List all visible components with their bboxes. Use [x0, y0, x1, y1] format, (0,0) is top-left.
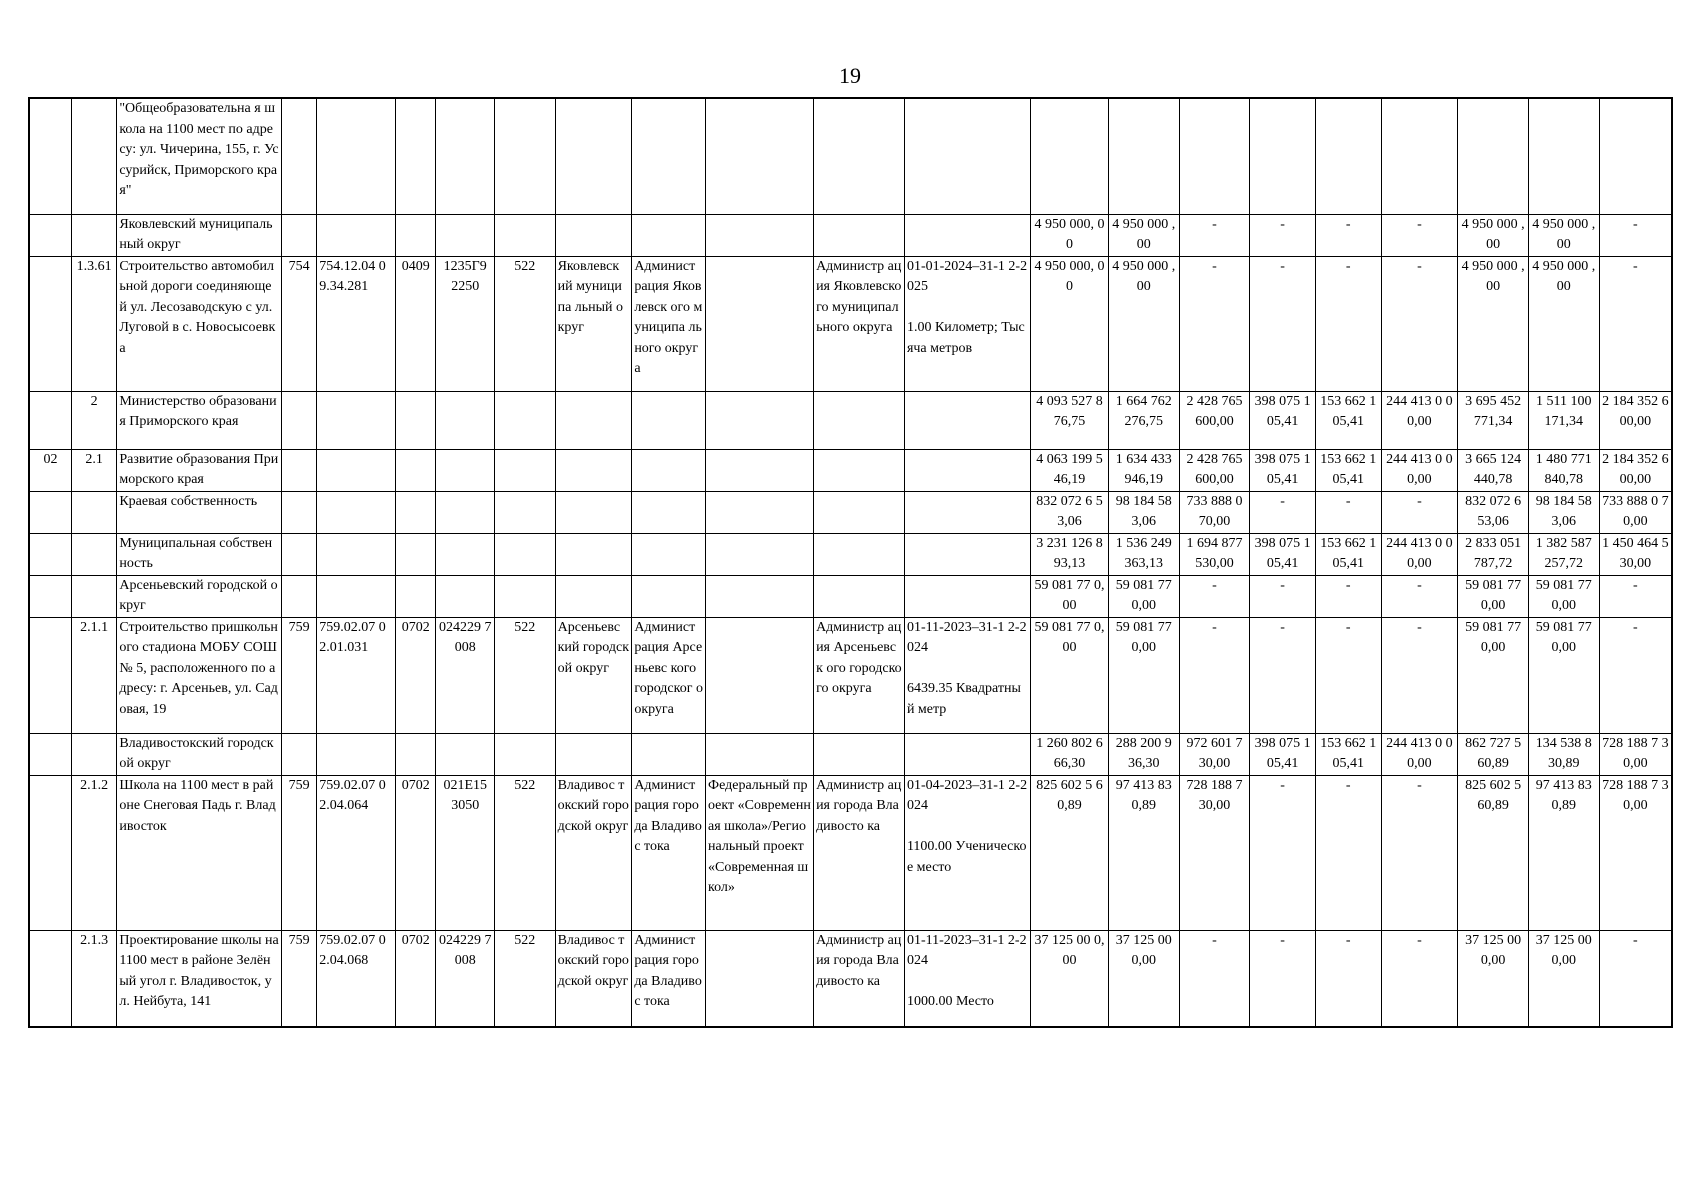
table-cell	[904, 449, 1030, 491]
table-cell	[436, 575, 495, 617]
table-cell: Админист рация Арсеньевс кого городског о округа	[632, 617, 706, 733]
table-cell: 759.02.07 02.01.031	[317, 617, 396, 733]
table-cell: 4 063 199 546,19	[1031, 449, 1109, 491]
table-cell	[396, 391, 436, 449]
table-cell: 398 075 105,41	[1250, 733, 1316, 775]
table-row	[29, 733, 1672, 775]
table-cell: 153 662 105,41	[1315, 733, 1381, 775]
table-cell: 244 413 0 00,00	[1381, 391, 1458, 449]
table-cell: 134 538 8 30,89	[1528, 733, 1599, 775]
table-cell: 97 413 83 0,89	[1528, 775, 1599, 930]
table-cell	[904, 533, 1030, 575]
table-cell: 1 536 249 363,13	[1108, 533, 1179, 575]
budget-table	[28, 97, 1673, 1028]
table-cell: Муниципальная собственность	[117, 533, 282, 575]
table-cell: 2 428 765 600,00	[1179, 449, 1250, 491]
table-cell: "Общеобразовательна я школа на 1100 мест по адресу: ул. Чичерина, 155, г. Уссурийск, Приморского края"	[117, 98, 282, 214]
table-cell: 0702	[396, 617, 436, 733]
table-cell: -	[1315, 575, 1381, 617]
table-cell: 4 950 000, 00	[1031, 256, 1109, 391]
table-cell	[29, 214, 71, 256]
table-cell: Арсеньевс кий городской округ	[555, 617, 632, 733]
table-cell	[706, 733, 814, 775]
table-row	[29, 256, 1672, 391]
table-cell: 1 260 802 666,30	[1031, 733, 1109, 775]
table-row	[29, 575, 1672, 617]
table-cell: -	[1179, 214, 1250, 256]
table-cell	[555, 98, 632, 214]
table-cell: 244 413 0 00,00	[1381, 533, 1458, 575]
table-cell: 97 413 83 0,89	[1108, 775, 1179, 930]
table-cell: 153 662 105,41	[1315, 449, 1381, 491]
table-cell: -	[1179, 930, 1250, 1027]
table-cell: 59 081 77 0,00	[1108, 575, 1179, 617]
table-cell: -	[1179, 617, 1250, 733]
table-cell: -	[1250, 575, 1316, 617]
table-cell: -	[1250, 930, 1316, 1027]
table-cell	[706, 533, 814, 575]
table-cell: 4 950 000, 00	[1031, 214, 1109, 256]
table-cell: 759	[281, 930, 316, 1027]
table-cell: 522	[495, 617, 556, 733]
table-cell	[495, 449, 556, 491]
table-cell	[555, 575, 632, 617]
table-cell	[1599, 98, 1672, 214]
table-cell	[29, 491, 71, 533]
table-cell: Школа на 1100 мест в районе Снеговая Падь г. Владивосток	[117, 775, 282, 930]
table-cell: 01-04-2023–31-1 2-2024 1100.00 Ученическое место	[904, 775, 1030, 930]
table-cell	[29, 98, 71, 214]
table-cell	[904, 575, 1030, 617]
table-cell: 2 428 765 600,00	[1179, 391, 1250, 449]
table-cell	[495, 575, 556, 617]
table-cell	[281, 491, 316, 533]
table-cell: 2 184 352 600,00	[1599, 449, 1672, 491]
table-cell	[317, 449, 396, 491]
table-cell: Краевая собственность	[117, 491, 282, 533]
table-cell: -	[1179, 256, 1250, 391]
table-cell: Строительство автомобильной дороги соединяющей ул. Лесозаводскую с ул. Луговой в с. Новосысоевка	[117, 256, 282, 391]
table-cell: 2.1.2	[71, 775, 116, 930]
table-cell	[495, 533, 556, 575]
table-cell	[281, 733, 316, 775]
table-cell: 4 950 000 ,00	[1458, 256, 1529, 391]
table-cell	[1315, 98, 1381, 214]
table-cell: 522	[495, 930, 556, 1027]
table-cell	[436, 733, 495, 775]
table-cell	[29, 930, 71, 1027]
table-cell	[1108, 98, 1179, 214]
table-cell	[632, 449, 706, 491]
table-cell: 59 081 77 0,00	[1528, 617, 1599, 733]
table-cell	[396, 98, 436, 214]
table-cell: -	[1381, 491, 1458, 533]
table-cell: 759	[281, 617, 316, 733]
table-cell	[436, 491, 495, 533]
table-cell: Арсеньевский городской округ	[117, 575, 282, 617]
table-cell: 37 125 00 0,00	[1528, 930, 1599, 1027]
table-cell	[706, 575, 814, 617]
table-row	[29, 930, 1672, 1027]
table-cell: 728 188 7 30,00	[1599, 733, 1672, 775]
table-cell: 3 695 452 771,34	[1458, 391, 1529, 449]
table-body	[29, 98, 1672, 1027]
table-cell: 398 075 105,41	[1250, 391, 1316, 449]
table-cell	[632, 98, 706, 214]
table-cell	[396, 733, 436, 775]
table-cell: 4 950 000 ,00	[1528, 214, 1599, 256]
table-cell	[317, 491, 396, 533]
table-cell: 1 382 587 257,72	[1528, 533, 1599, 575]
table-cell	[706, 98, 814, 214]
table-cell: -	[1250, 256, 1316, 391]
table-cell	[317, 391, 396, 449]
table-cell: Яковлевский муниципальный округ	[117, 214, 282, 256]
table-cell	[396, 449, 436, 491]
table-cell: 4 950 000 ,00	[1458, 214, 1529, 256]
table-cell	[632, 575, 706, 617]
table-cell	[29, 256, 71, 391]
table-cell: 728 188 7 30,00	[1599, 775, 1672, 930]
table-cell	[317, 733, 396, 775]
table-cell: 832 072 6 53,06	[1031, 491, 1109, 533]
table-cell	[904, 98, 1030, 214]
table-cell: 01-01-2024–31-1 2-2025 1.00 Километр; Тысяча метров	[904, 256, 1030, 391]
table-cell: 59 081 77 0,00	[1458, 575, 1529, 617]
table-cell	[1381, 98, 1458, 214]
table-cell	[632, 533, 706, 575]
table-cell: Админист рация города Владивос тока	[632, 775, 706, 930]
table-cell	[29, 533, 71, 575]
table-cell	[396, 214, 436, 256]
table-cell	[281, 214, 316, 256]
table-cell	[29, 575, 71, 617]
table-cell: 021E15 3050	[436, 775, 495, 930]
table-cell: 153 662 105,41	[1315, 533, 1381, 575]
table-cell	[281, 575, 316, 617]
table-cell: 2 833 051 787,72	[1458, 533, 1529, 575]
table-cell	[436, 98, 495, 214]
table-cell	[706, 930, 814, 1027]
table-cell	[706, 491, 814, 533]
table-cell: -	[1381, 214, 1458, 256]
table-cell	[706, 214, 814, 256]
table-cell	[1031, 98, 1109, 214]
table-cell: Владивос токский городской округ	[555, 930, 632, 1027]
table-cell	[632, 733, 706, 775]
table-cell: 862 727 5 60,89	[1458, 733, 1529, 775]
table-cell: 59 081 77 0,00	[1458, 617, 1529, 733]
table-row	[29, 98, 1672, 214]
page-number: 19	[839, 63, 861, 88]
table-cell: 759	[281, 775, 316, 930]
table-cell: 754.12.04 09.34.281	[317, 256, 396, 391]
table-cell	[71, 214, 116, 256]
table-row	[29, 391, 1672, 449]
table-row	[29, 533, 1672, 575]
table-cell	[495, 733, 556, 775]
table-cell: 728 188 7 30,00	[1179, 775, 1250, 930]
table-cell: -	[1250, 491, 1316, 533]
table-cell: 825 602 5 60,89	[1458, 775, 1529, 930]
table-cell	[71, 491, 116, 533]
table-cell: 2.1.1	[71, 617, 116, 733]
table-cell	[555, 733, 632, 775]
table-cell	[71, 575, 116, 617]
table-cell: 0702	[396, 930, 436, 1027]
table-cell	[71, 733, 116, 775]
table-cell	[436, 449, 495, 491]
table-cell: 01-11-2023–31-1 2-2024 6439.35 Квадратный метр	[904, 617, 1030, 733]
table-cell	[436, 533, 495, 575]
table-cell: Министерство образования Приморского края	[117, 391, 282, 449]
table-cell	[317, 533, 396, 575]
table-cell: 825 602 5 60,89	[1031, 775, 1109, 930]
table-cell	[1179, 98, 1250, 214]
table-cell: -	[1599, 617, 1672, 733]
table-cell: 972 601 7 30,00	[1179, 733, 1250, 775]
table-cell: -	[1599, 214, 1672, 256]
table-cell	[814, 98, 905, 214]
table-cell	[71, 533, 116, 575]
table-cell: Владивостокский городской округ	[117, 733, 282, 775]
table-cell: -	[1315, 617, 1381, 733]
table-cell: -	[1315, 491, 1381, 533]
table-cell: Строительство пришкольного стадиона МОБУ СОШ № 5, расположенного по адресу: г. Арсеньев, ул. Садовая, 19	[117, 617, 282, 733]
table-cell	[706, 617, 814, 733]
table-cell: -	[1250, 617, 1316, 733]
table-cell: Администр ация Арсеньевск ого городского округа	[814, 617, 905, 733]
table-cell: 01-11-2023–31-1 2-2024 1000.00 Место	[904, 930, 1030, 1027]
table-cell	[814, 733, 905, 775]
table-cell: -	[1315, 930, 1381, 1027]
table-cell	[904, 214, 1030, 256]
table-cell	[904, 733, 1030, 775]
table-cell: 37 125 00 0,00	[1031, 930, 1109, 1027]
table-row	[29, 617, 1672, 733]
table-cell: 153 662 105,41	[1315, 391, 1381, 449]
table-cell: -	[1381, 575, 1458, 617]
table-cell	[555, 449, 632, 491]
table-cell: -	[1250, 775, 1316, 930]
table-cell: 1 634 433 946,19	[1108, 449, 1179, 491]
table-cell: 4 093 527 876,75	[1031, 391, 1109, 449]
table-cell: -	[1381, 256, 1458, 391]
table-cell: 02	[29, 449, 71, 491]
table-cell	[814, 391, 905, 449]
table-cell: 59 081 77 0,00	[1031, 575, 1109, 617]
table-cell: -	[1599, 256, 1672, 391]
table-cell	[317, 214, 396, 256]
table-cell	[1250, 98, 1316, 214]
table-cell: 3 665 124 440,78	[1458, 449, 1529, 491]
table-cell: 4 950 000 ,00	[1108, 214, 1179, 256]
table-cell: 759.02.07 02.04.068	[317, 930, 396, 1027]
table-cell: -	[1315, 775, 1381, 930]
table-cell: -	[1599, 930, 1672, 1027]
table-cell: 59 081 77 0,00	[1031, 617, 1109, 733]
table-cell: 2.1.3	[71, 930, 116, 1027]
table-cell	[904, 391, 1030, 449]
table-cell: Проектирование школы на 1100 мест в районе Зелёный угол г. Владивосток, ул. Нейбута, 141	[117, 930, 282, 1027]
table-cell: 37 125 00 0,00	[1458, 930, 1529, 1027]
table-cell: Администр ация Яковлевско го муниципал ьного округа	[814, 256, 905, 391]
table-cell	[814, 491, 905, 533]
table-cell: Админист рация Яковлевск ого муниципа льного округа	[632, 256, 706, 391]
table-cell	[1458, 98, 1529, 214]
table-cell	[71, 98, 116, 214]
table-cell: 0702	[396, 775, 436, 930]
table-cell	[396, 533, 436, 575]
table-cell	[814, 449, 905, 491]
table-cell: 754	[281, 256, 316, 391]
table-cell: -	[1599, 575, 1672, 617]
table-cell: 733 888 0 70,00	[1599, 491, 1672, 533]
table-cell: Яковлевск ий муниципа льный округ	[555, 256, 632, 391]
table-cell	[436, 214, 495, 256]
table-cell	[495, 391, 556, 449]
table-cell: 59 081 77 0,00	[1108, 617, 1179, 733]
table-cell: 2	[71, 391, 116, 449]
table-cell	[281, 449, 316, 491]
table-cell: 759.02.07 02.04.064	[317, 775, 396, 930]
table-cell: 244 413 0 00,00	[1381, 449, 1458, 491]
table-cell	[317, 98, 396, 214]
table-cell	[706, 449, 814, 491]
table-cell: 288 200 9 36,30	[1108, 733, 1179, 775]
table-cell	[29, 391, 71, 449]
table-cell: -	[1381, 617, 1458, 733]
table-cell	[555, 491, 632, 533]
table-cell: 398 075 105,41	[1250, 533, 1316, 575]
table-cell: -	[1179, 575, 1250, 617]
table-cell: 37 125 00 0,00	[1108, 930, 1179, 1027]
table-cell	[29, 617, 71, 733]
table-cell: -	[1315, 214, 1381, 256]
table-cell: Федеральный проект «Современная школа»/Регио нальный проект «Современная школ»	[706, 775, 814, 930]
table-row	[29, 491, 1672, 533]
table-cell: 1 664 762 276,75	[1108, 391, 1179, 449]
table-cell: 832 072 6 53,06	[1458, 491, 1529, 533]
table-cell	[436, 391, 495, 449]
table-cell	[632, 491, 706, 533]
table-cell: 4 950 000 ,00	[1528, 256, 1599, 391]
table-cell: Развитие образования Приморского края	[117, 449, 282, 491]
table-cell	[281, 533, 316, 575]
table-cell: -	[1381, 930, 1458, 1027]
table-row	[29, 775, 1672, 930]
table-cell: 398 075 105,41	[1250, 449, 1316, 491]
table-cell	[396, 575, 436, 617]
table-cell: 98 184 58 3,06	[1108, 491, 1179, 533]
table-cell: 2.1	[71, 449, 116, 491]
table-cell	[281, 391, 316, 449]
table-cell	[495, 214, 556, 256]
table-cell	[29, 775, 71, 930]
table-cell: 522	[495, 256, 556, 391]
table-cell	[814, 575, 905, 617]
table-cell: Владивос токский городской округ	[555, 775, 632, 930]
table-cell	[396, 491, 436, 533]
table-cell: -	[1250, 214, 1316, 256]
table-cell	[495, 98, 556, 214]
table-cell: 1.3.61	[71, 256, 116, 391]
table-cell	[281, 98, 316, 214]
table-cell: -	[1381, 775, 1458, 930]
table-cell: 1 694 877 530,00	[1179, 533, 1250, 575]
table-cell: 59 081 77 0,00	[1528, 575, 1599, 617]
table-cell	[632, 214, 706, 256]
table-cell: 98 184 58 3,06	[1528, 491, 1599, 533]
table-cell	[632, 391, 706, 449]
table-cell: 024229 7008	[436, 617, 495, 733]
table-cell: 2 184 352 600,00	[1599, 391, 1672, 449]
table-cell	[317, 575, 396, 617]
table-cell: 4 950 000 ,00	[1108, 256, 1179, 391]
table-cell	[495, 491, 556, 533]
table-cell: 733 888 0 70,00	[1179, 491, 1250, 533]
table-cell	[706, 391, 814, 449]
table-cell: 1 480 771 840,78	[1528, 449, 1599, 491]
table-cell: 024229 7008	[436, 930, 495, 1027]
table-row	[29, 214, 1672, 256]
table-cell: 244 413 0 00,00	[1381, 733, 1458, 775]
table-cell	[555, 533, 632, 575]
table-cell	[904, 491, 1030, 533]
table-cell	[814, 214, 905, 256]
table-row	[29, 449, 1672, 491]
table-cell: 0409	[396, 256, 436, 391]
table-cell: Администр ация города Владивосто ка	[814, 930, 905, 1027]
table-cell	[1528, 98, 1599, 214]
table-cell: -	[1315, 256, 1381, 391]
table-cell	[814, 533, 905, 575]
table-cell	[555, 214, 632, 256]
table-cell	[29, 733, 71, 775]
table-cell	[555, 391, 632, 449]
table-cell	[706, 256, 814, 391]
table-cell: Админист рация города Владивос тока	[632, 930, 706, 1027]
table-cell: Администр ация города Владивосто ка	[814, 775, 905, 930]
table-cell: 522	[495, 775, 556, 930]
table-cell: 1 450 464 530,00	[1599, 533, 1672, 575]
table-cell: 1 511 100 171,34	[1528, 391, 1599, 449]
table-cell: 3 231 126 893,13	[1031, 533, 1109, 575]
table-cell: 1235Г9 2250	[436, 256, 495, 391]
